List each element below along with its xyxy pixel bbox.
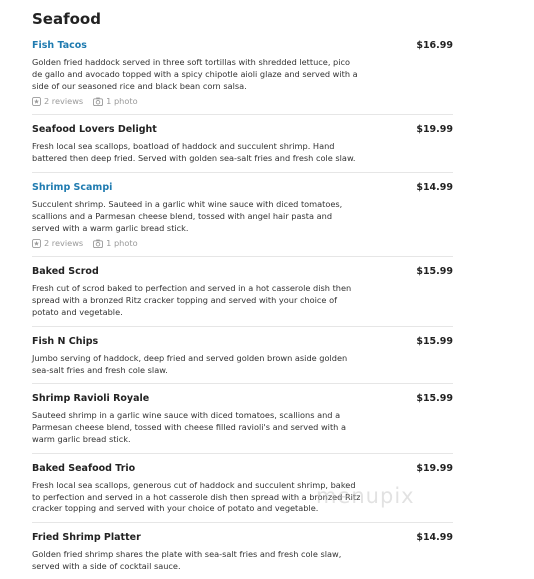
item-description: Sauteed shrimp in a garlic wine sauce with diced tomatoes, scallions and a Parmesan cheese blend, tossed with cheese filled ravioli's and served with a warm garlic bread stick. bbox=[32, 410, 346, 444]
star-review-icon bbox=[32, 239, 41, 248]
item-meta bbox=[32, 95, 453, 107]
item-description: Jumbo serving of haddock, deep fried and served golden brown aside golden sea-salt fries and fresh cole slaw. bbox=[32, 352, 348, 375]
item-price: $16.99 bbox=[416, 40, 453, 51]
menu-item-seafood-lovers-delight bbox=[32, 124, 453, 173]
item-price: $15.99 bbox=[416, 266, 453, 278]
item-price: $14.99 bbox=[416, 181, 453, 193]
reviews-link[interactable] bbox=[32, 96, 83, 106]
item-name: Baked Seafood Trio bbox=[32, 462, 136, 474]
menu-item-fried-shrimp-platter bbox=[32, 532, 453, 579]
menu-item-shrimp-ravioli-royale bbox=[32, 393, 453, 453]
item-price: $19.99 bbox=[416, 124, 453, 136]
photos-link[interactable] bbox=[93, 96, 137, 106]
reviews-count: 2 reviews bbox=[44, 238, 84, 249]
item-meta bbox=[32, 237, 453, 249]
camera-icon bbox=[93, 239, 103, 248]
item-price: $14.99 bbox=[416, 532, 453, 544]
item-description: Golden fried haddock served in three soft tortillas with shredded lettuce, pico de gallo and avocado topped with a spicy chipotle aioli glaze and served with a side of our seasoned rice and black bean corn salsa. bbox=[32, 57, 358, 91]
photos-link[interactable] bbox=[93, 238, 137, 248]
item-description: Succulent shrimp. Sauteed in a garlic whit wine sauce with diced tomatoes, scallions and a Parmesan cheese blend, tossed with angel hair pasta and served with a warm garlic bread stick. bbox=[32, 198, 343, 233]
item-name: Fish N Chips bbox=[32, 335, 99, 347]
star-review-icon bbox=[32, 97, 41, 106]
item-price: $19.99 bbox=[416, 462, 453, 474]
item-price: $15.99 bbox=[416, 335, 453, 347]
menu-item-fish-n-chips bbox=[32, 336, 453, 385]
item-description: Fresh local sea scallops, generous cut of haddock and succulent shrimp, baked to perfection and served in a hot casserole dish then spread with a bronzed Ritz cracker topping and served with your choice of potato and vegetable. bbox=[32, 479, 361, 514]
menu-item-shrimp-scampi bbox=[32, 182, 453, 257]
item-description: Fresh cut of scrod baked to perfection and served in a hot casserole dish then spread with a bronzed Ritz cracker topping and served with your choice of potato and vegetable. bbox=[32, 283, 352, 317]
item-name-link[interactable]: Shrimp Scampi bbox=[32, 181, 113, 193]
item-description: Golden fried shrimp shares the plate with sea-salt fries and fresh cole slaw, served with a side of cocktail sauce. bbox=[32, 549, 342, 571]
menu-item-baked-scrod bbox=[32, 266, 453, 326]
reviews-link[interactable] bbox=[32, 238, 83, 248]
item-name: Baked Scrod bbox=[32, 266, 99, 278]
reviews-count: 2 reviews bbox=[44, 96, 84, 107]
item-price: $15.99 bbox=[416, 393, 453, 405]
menu-item-fish-tacos bbox=[32, 40, 453, 115]
item-name: Shrimp Ravioli Royale bbox=[32, 393, 150, 405]
photos-count: 1 photo bbox=[106, 238, 138, 249]
watermark: menupix bbox=[316, 484, 415, 508]
item-name: Fried Shrimp Platter bbox=[32, 532, 141, 544]
photos-count: 1 photo bbox=[106, 96, 138, 107]
item-name: Seafood Lovers Delight bbox=[32, 124, 157, 136]
item-description: Fresh local sea scallops, boatload of haddock and succulent shrimp. Hand battered then deep fried. Served with golden sea-salt fries and fresh cole slaw. bbox=[32, 141, 356, 164]
camera-icon bbox=[93, 97, 103, 106]
item-name-link[interactable]: Fish Tacos bbox=[32, 40, 87, 51]
section-title: Seafood bbox=[32, 10, 101, 28]
